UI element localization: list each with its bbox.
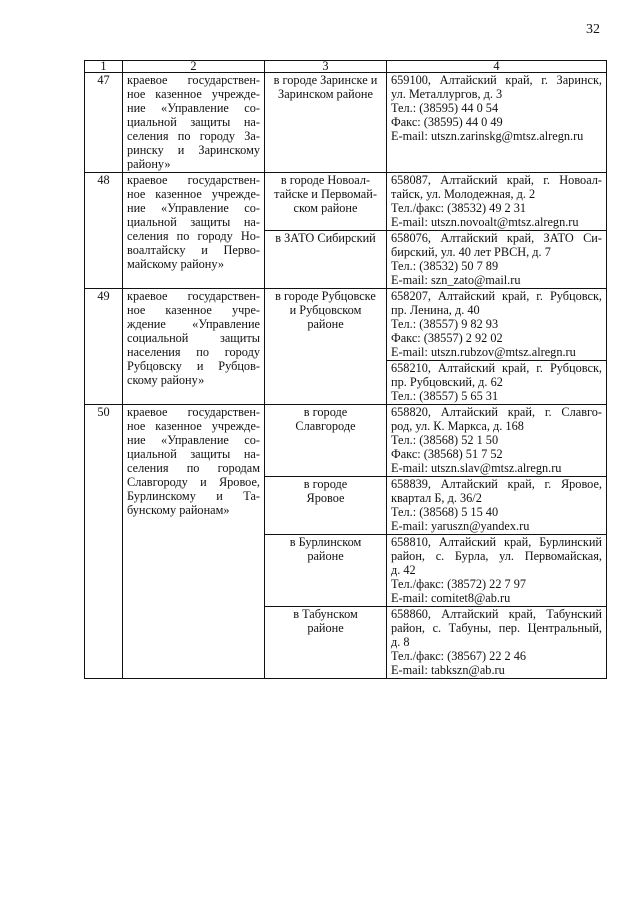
service-area: в городе Яровое (265, 477, 387, 535)
organization-name: краевое государствен- ное казенное учрежде- ние «Управление со- циальной защиты на- селения по городу Но- воалтайску и Перво- майскому району» (123, 173, 265, 289)
service-area: в городе Заринске и Заринском районе (265, 73, 387, 173)
table-row (85, 73, 607, 173)
col-header-2: 2 (123, 61, 265, 73)
service-area: в Табунском районе (265, 607, 387, 679)
contact-info: 658820, Алтайский край, г. Славго- род, ул. К. Маркса, д. 168 Тел.: (38568) 52 1 50 Факс: (38568) 51 7 52 E-mail: utszn.slav@mtsz.alregn.ru (387, 405, 607, 477)
service-area: в городе Новоал- тайске и Первомай- ском районе (265, 173, 387, 231)
contact-info: 658210, Алтайский край, г. Рубцовск, пр. Рубцовский, д. 62 Тел.: (38557) 5 65 31 (387, 361, 607, 405)
service-area: в городе Славгороде (265, 405, 387, 477)
contact-info: 658860, Алтайский край, Табунский район, с. Табуны, пер. Центральный, д. 8 Тел./факс: (38567) 22 2 46 E-mail: tabkszn@ab.ru (387, 607, 607, 679)
page-number: 32 (586, 22, 600, 37)
service-area: в ЗАТО Сибирский (265, 231, 387, 289)
row-number: 47 (85, 73, 123, 173)
row-number: 50 (85, 405, 123, 679)
organization-name: краевое государствен- ное казенное учре- ждение «Управление социальной защиты населения по городу Рубцовску и Рубцов- скому району» (123, 289, 265, 405)
col-header-4: 4 (387, 61, 607, 73)
contact-info: 658076, Алтайский край, ЗАТО Си- бирский, ул. 40 лет РВСН, д. 7 Тел.: (38532) 50 7 89 E-mail: szn_zato@mail.ru (387, 231, 607, 289)
table-row (85, 405, 607, 477)
row-number: 48 (85, 173, 123, 289)
table-row (85, 289, 607, 361)
contact-info: 658839, Алтайский край, г. Яровое, квартал Б, д. 36/2 Тел.: (38568) 5 15 40 E-mail: yaruszn@yandex.ru (387, 477, 607, 535)
contact-info: 658207, Алтайский край, г. Рубцовск, пр. Ленина, д. 40 Тел.: (38557) 9 82 93 Факс: (38557) 2 92 02 E-mail: utszn.rubzov@mtsz.alregn.ru (387, 289, 607, 361)
service-area: в Бурлинском районе (265, 535, 387, 607)
header-row (85, 61, 607, 73)
row-number: 49 (85, 289, 123, 405)
contact-info: 659100, Алтайский край, г. Заринск, ул. Металлургов, д. 3 Тел.: (38595) 44 0 54 Факс: (38595) 44 0 49 E-mail: utszn.zarinskg@mtsz.alregn.ru (387, 73, 607, 173)
institutions-table (84, 60, 607, 679)
organization-name: краевое государствен- ное казенное учрежде- ние «Управление со- циальной защиты на- селения по городу За- ринску и Заринскому району» (123, 73, 265, 173)
service-area: в городе Рубцовске и Рубцовском районе (265, 289, 387, 405)
col-header-3: 3 (265, 61, 387, 73)
organization-name: краевое государствен- ное казенное учрежде- ние «Управление со- циальной защиты на- селения по городам Славгороду и Яровое, Бурлинскому и Та- бунскому районам» (123, 405, 265, 679)
col-header-1: 1 (85, 61, 123, 73)
table-row (85, 173, 607, 231)
contact-info: 658810, Алтайский край, Бурлинский район, с. Бурла, ул. Первомайская, д. 42 Тел./факс: (38572) 22 7 97 E-mail: comitet8@ab.ru (387, 535, 607, 607)
contact-info: 658087, Алтайский край, г. Новоал- тайск, ул. Молодежная, д. 2 Тел./факс: (38532) 49 2 31 E-mail: utszn.novoalt@mtsz.alregn.ru (387, 173, 607, 231)
